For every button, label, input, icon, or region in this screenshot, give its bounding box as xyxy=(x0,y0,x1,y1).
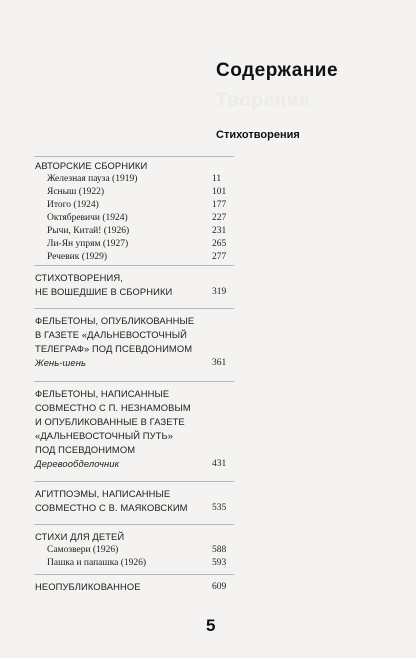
toc-section-agitpoems[interactable] xyxy=(34,481,234,524)
section-heading: СТИХИ ДЛЯ ДЕТЕЙ xyxy=(35,531,125,542)
entry-title: Железная пауза (1919) xyxy=(47,174,138,184)
toc-entry[interactable] xyxy=(34,557,234,570)
section-heading: ФЕЛЬЕТОНЫ, ОПУБЛИКОВАННЫЕ В ГАЗЕТЕ «ДАЛЬНЕВОСТОЧНЫЙ ТЕЛЕГРАФ» ПОД ПСЕВДОНИМОМ Жень-шень xyxy=(34,314,234,370)
pseudonym: Деревообделочник xyxy=(35,458,120,469)
entry-page: 11 xyxy=(212,174,222,184)
table-of-contents xyxy=(34,156,234,600)
section-heading: СТИХОТВОРЕНИЯ, НЕ ВОШЕДШИЕ В СБОРНИКИ xyxy=(35,272,173,297)
toc-entry[interactable] xyxy=(34,186,234,199)
section-heading: ФЕЛЬЕТОНЫ, НАПИСАННЫЕ СОВМЕСТНО С П. НЕЗНАМОВЫМ И ОПУБЛИКОВАННЫЕ В ГАЗЕТЕ «ДАЛЬНЕВОСТОЧНЫЙ ПУТЬ» ПОД ПСЕВДОНИМОМ Деревообделочник xyxy=(34,387,234,471)
entry-page: 265 xyxy=(212,239,227,249)
section-heading: АГИТПОЭМЫ, НАПИСАННЫЕ СОВМЕСТНО С В. МАЯКОВСКИМ xyxy=(35,488,188,513)
entry-title: Ясныш (1922) xyxy=(47,187,105,197)
entry-title: Рычи, Китай! (1926) xyxy=(47,226,130,236)
toc-entry[interactable] xyxy=(34,225,234,238)
toc-section-coauthored[interactable] xyxy=(34,381,234,481)
entry-page: 277 xyxy=(212,252,227,262)
bleed-through-text: Творения xyxy=(216,90,311,111)
pseudonym: Жень-шень xyxy=(35,357,87,368)
toc-subtitle: Стихотворения xyxy=(216,129,300,141)
toc-section-uncollected[interactable] xyxy=(34,265,234,308)
toc-entry[interactable] xyxy=(34,544,234,557)
toc-section-author-collections xyxy=(34,156,234,265)
entry-page: 609 xyxy=(212,582,227,592)
entry-page: 101 xyxy=(212,187,227,197)
entry-page: 361 xyxy=(212,358,227,368)
entry-page: 431 xyxy=(212,459,227,469)
entry-title: Пашка и папашка (1926) xyxy=(47,558,147,568)
toc-entry[interactable] xyxy=(34,212,234,225)
entry-page: 535 xyxy=(212,503,227,513)
entry-page: 588 xyxy=(212,545,227,555)
entry-page: 177 xyxy=(212,200,227,210)
entry-page: 319 xyxy=(212,287,227,297)
toc-entry[interactable] xyxy=(34,173,234,186)
toc-section-feuilletons[interactable] xyxy=(34,308,234,381)
page-title: Содержание xyxy=(216,60,339,81)
entry-page: 593 xyxy=(212,558,227,568)
entry-title: Самозвери (1926) xyxy=(47,545,119,555)
toc-section-unpublished[interactable] xyxy=(34,574,234,600)
toc-entry[interactable] xyxy=(34,251,234,264)
entry-title: Итого (1924) xyxy=(47,200,99,210)
entry-page: 227 xyxy=(212,213,227,223)
section-heading: НЕОПУБЛИКОВАННОЕ xyxy=(35,581,141,592)
page-number: 5 xyxy=(206,616,216,635)
entry-title: Ли-Ян упрям (1927) xyxy=(47,239,129,249)
entry-title: Октябревичи (1924) xyxy=(47,213,128,223)
toc-entry[interactable] xyxy=(34,199,234,212)
toc-entry[interactable] xyxy=(34,238,234,251)
entry-page: 231 xyxy=(212,226,227,236)
entry-title: Речевик (1929) xyxy=(47,252,108,262)
section-heading: АВТОРСКИЕ СБОРНИКИ xyxy=(35,160,148,171)
toc-section-children xyxy=(34,524,234,574)
